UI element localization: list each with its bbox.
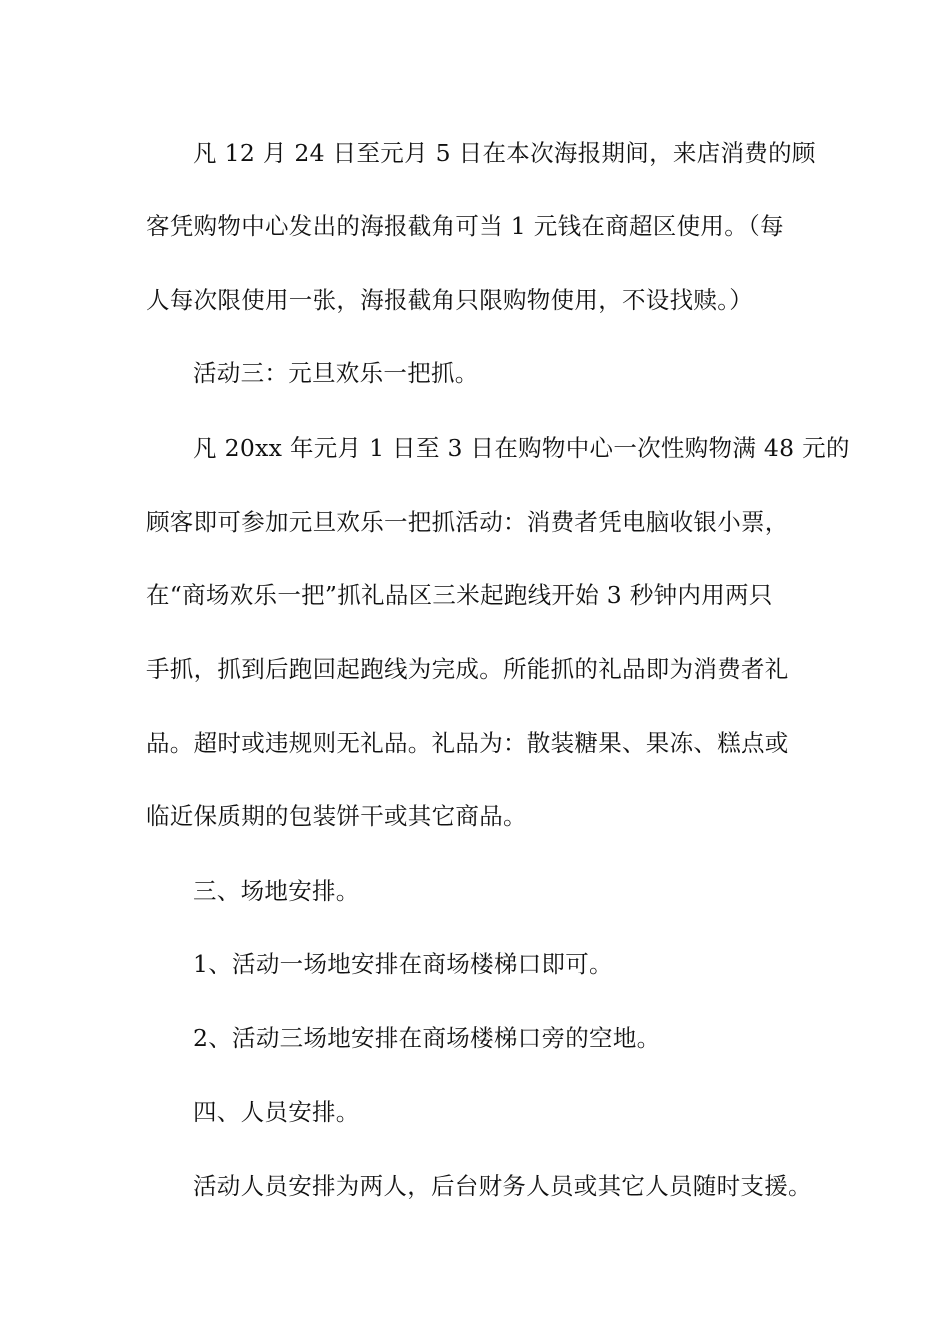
paragraph-line: 在“商场欢乐一把”抓礼品区三米起跑线开始 3 秒钟内用两只 [146, 581, 773, 609]
section-heading: 三、场地安排。 [193, 877, 360, 905]
paragraph-line: 顾客即可参加元旦欢乐一把抓活动：消费者凭电脑收银小票， [146, 508, 789, 536]
section-heading: 活动三：元旦欢乐一把抓。 [193, 359, 479, 387]
paragraph-line: 临近保质期的包装饼干或其它商品。 [146, 802, 527, 830]
paragraph-line: 人每次限使用一张，海报截角只限购物使用，不设找赎。） [146, 286, 754, 314]
list-item: 2、活动三场地安排在商场楼梯口旁的空地。 [193, 1024, 661, 1052]
paragraph-line: 活动人员安排为两人，后台财务人员或其它人员随时支援。 [193, 1172, 812, 1200]
list-item: 1、活动一场地安排在商场楼梯口即可。 [193, 950, 613, 978]
section-heading: 四、人员安排。 [193, 1098, 360, 1126]
paragraph-line: 凡 20xx 年元月 1 日至 3 日在购物中心一次性购物满 48 元的 [193, 434, 850, 462]
paragraph-line: 凡 12 月 24 日至元月 5 日在本次海报期间，来店消费的顾 [193, 139, 816, 167]
paragraph-line: 手抓，抓到后跑回起跑线为完成。所能抓的礼品即为消费者礼 [146, 655, 789, 683]
paragraph-line: 品。超时或违规则无礼品。礼品为：散装糖果、果冻、糕点或 [146, 729, 789, 757]
paragraph-line: 客凭购物中心发出的海报截角可当 1 元钱在商超区使用。（每 [146, 212, 784, 240]
